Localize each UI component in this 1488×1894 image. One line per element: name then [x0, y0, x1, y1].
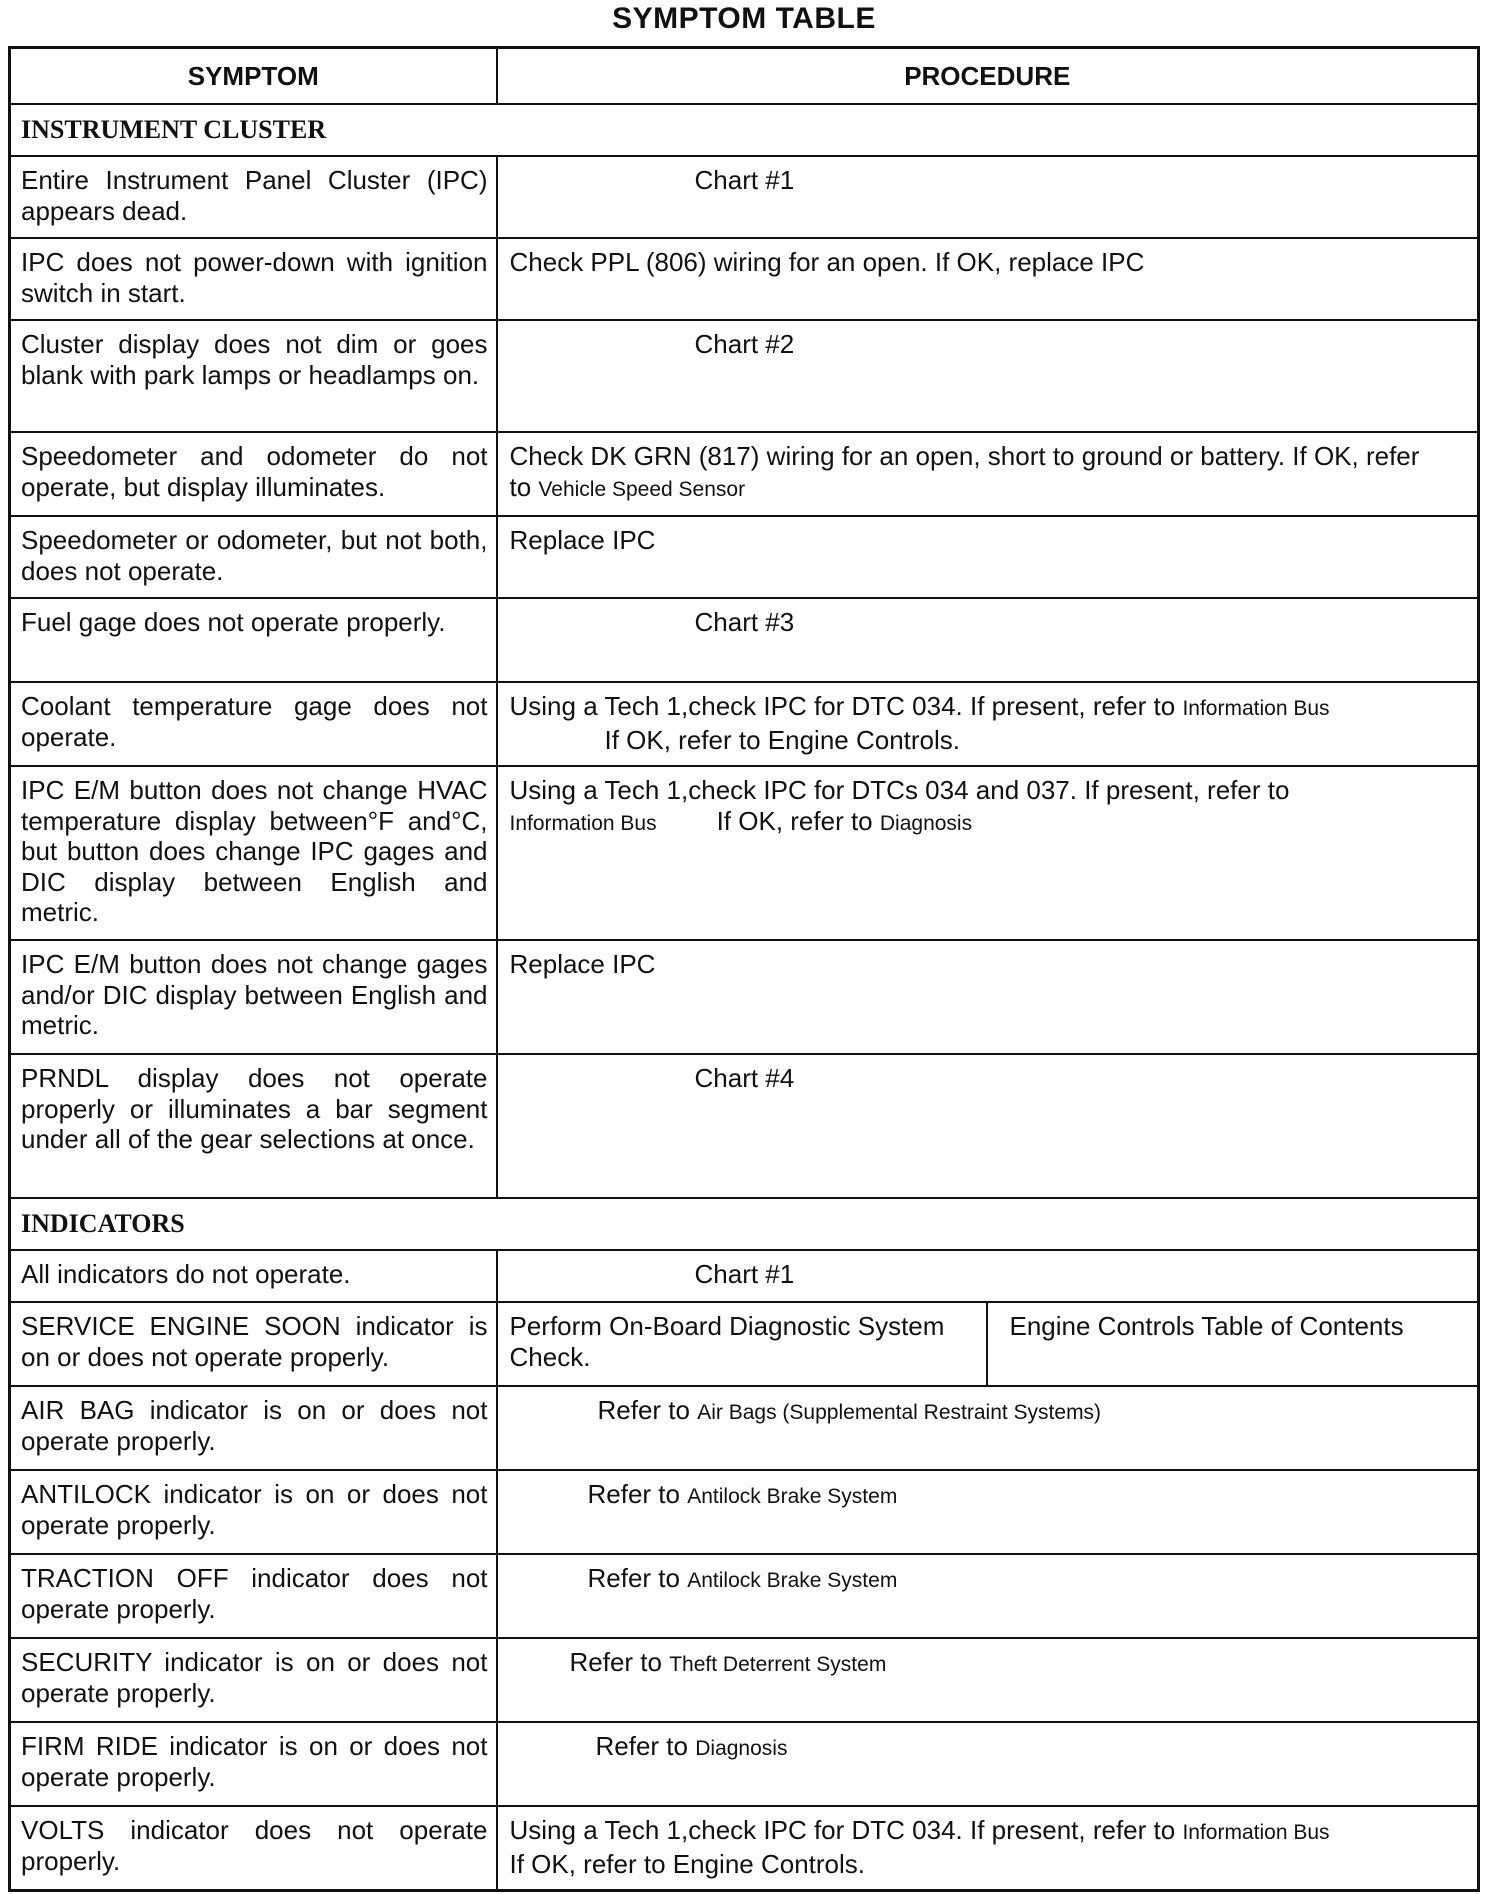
symptom-cell: Cluster display does not dim or goes blank with park lamps or headlamps on.	[10, 320, 497, 432]
symptom-cell: Fuel gage does not operate properly.	[10, 598, 497, 682]
table-row	[10, 156, 1479, 238]
table-row	[10, 1722, 1479, 1806]
table-row	[10, 1054, 1479, 1198]
procedure-text-2: If OK, refer to	[716, 805, 873, 836]
reference-link[interactable]: Antilock Brake System	[687, 1569, 898, 1592]
symptom-cell: FIRM RIDE indicator is on or does not operate properly.	[10, 1722, 497, 1806]
reference-link-2[interactable]: Diagnosis	[879, 811, 973, 835]
chart-link[interactable]: Chart #1	[694, 1259, 795, 1289]
symptom-cell: Speedometer and odometer do not operate, but display illuminates.	[10, 432, 497, 516]
reference-link[interactable]: Vehicle Speed Sensor	[538, 477, 746, 501]
procedure-cell	[497, 1470, 1479, 1554]
reference-link[interactable]: Engine Controls Table of Contents	[1009, 1311, 1404, 1341]
page-title: SYMPTOM TABLE	[612, 2, 876, 35]
procedure-text: Using a Tech 1,check IPC for DTCs 034 and 037. If present, refer to	[509, 775, 1290, 805]
symptom-cell: IPC E/M button does not change gages and/or DIC display between English and metric.	[10, 940, 497, 1054]
symptom-cell: AIR BAG indicator is on or does not operate properly.	[10, 1386, 497, 1470]
reference-link[interactable]: Information Bus	[1182, 697, 1330, 720]
table-row	[10, 766, 1479, 940]
table-row	[10, 682, 1479, 766]
procedure-cell	[497, 1554, 1479, 1638]
symptom-cell: Speedometer or odometer, but not both, does not operate.	[10, 516, 497, 598]
table-row	[10, 940, 1479, 1054]
table-row	[10, 516, 1479, 598]
procedure-cell	[497, 1722, 1479, 1806]
procedure-text: Check DK GRN (817) wiring for an open, short to ground or battery. If OK, refer to	[509, 441, 1420, 502]
table-row	[10, 1302, 1479, 1386]
procedure-text: Refer to	[587, 1479, 680, 1509]
table-row	[10, 598, 1479, 682]
procedure-cell	[497, 682, 1479, 766]
symptom-cell: SECURITY indicator is on or does not operate properly.	[10, 1638, 497, 1722]
reference-link[interactable]: Information Bus	[509, 811, 657, 835]
reference-link[interactable]: Air Bags (Supplemental Restraint Systems)	[697, 1401, 1102, 1424]
chart-link[interactable]: Chart #1	[694, 165, 795, 195]
symptom-cell: All indicators do not operate.	[10, 1250, 497, 1302]
procedure-cell	[497, 1054, 1479, 1198]
procedure-cell	[497, 156, 1479, 238]
procedure-cell: Check PPL (806) wiring for an open. If OK, replace IPC	[497, 238, 1479, 320]
symptom-cell: PRNDL display does not operate properly or illuminates a bar segment under all of the gear selections at once.	[10, 1054, 497, 1198]
section-row	[10, 1198, 1479, 1250]
symptom-cell: Entire Instrument Panel Cluster (IPC) appears dead.	[10, 156, 497, 238]
procedure-text: Using a Tech 1,check IPC for DTC 034. If present, refer to	[509, 691, 1176, 721]
section-row	[10, 104, 1479, 156]
symptom-cell: VOLTS indicator does not operate properly.	[10, 1806, 497, 1890]
table-row	[10, 1554, 1479, 1638]
procedure-cell: Perform On-Board Diagnostic System Check.	[497, 1302, 987, 1386]
table-row	[10, 1470, 1479, 1554]
procedure-text: Using a Tech 1,check IPC for DTC 034. If present, refer to	[509, 1815, 1176, 1845]
procedure-cell	[497, 1250, 1479, 1302]
procedure-cell	[497, 1386, 1479, 1470]
procedure-cell	[497, 1638, 1479, 1722]
procedure-text: Refer to	[597, 1395, 690, 1425]
procedure-cell	[497, 598, 1479, 682]
reference-link[interactable]: Information Bus	[1182, 1821, 1330, 1844]
procedure-text-2: If OK, refer to Engine Controls.	[604, 724, 960, 755]
symptom-cell: Coolant temperature gage does not operate.	[10, 682, 497, 766]
procedure-text: Refer to	[587, 1563, 680, 1593]
table-row	[10, 320, 1479, 432]
table-row	[10, 1386, 1479, 1470]
symptom-table	[8, 46, 1480, 1892]
symptom-cell: IPC E/M button does not change HVAC temperature display between°F and°C, but button does change IPC gages and DIC display between English and metric.	[10, 766, 497, 940]
procedure-cell	[497, 1806, 1479, 1890]
procedure-cell	[497, 320, 1479, 432]
header-procedure: PROCEDURE	[497, 48, 1479, 105]
procedure-text-2: If OK, refer to Engine Controls.	[509, 1848, 865, 1879]
header-symptom: SYMPTOM	[10, 48, 497, 105]
procedure-cell: Replace IPC	[497, 516, 1479, 598]
table-row	[10, 1806, 1479, 1890]
procedure-text: Refer to	[569, 1647, 662, 1677]
procedure-cell: Replace IPC	[497, 940, 1479, 1054]
procedure-text: Refer to	[595, 1731, 688, 1761]
procedure-cell	[497, 766, 1479, 940]
symptom-cell: IPC does not power-down with ignition switch in start.	[10, 238, 497, 320]
chart-link[interactable]: Chart #2	[694, 329, 795, 359]
section-instrument-cluster: INSTRUMENT CLUSTER	[10, 104, 1479, 156]
table-row	[10, 238, 1479, 320]
chart-link[interactable]: Chart #3	[694, 607, 795, 637]
table-row	[10, 432, 1479, 516]
table-row	[10, 1638, 1479, 1722]
section-indicators: INDICATORS	[10, 1198, 1479, 1250]
table-row	[10, 1250, 1479, 1302]
reference-link[interactable]: Antilock Brake System	[687, 1485, 898, 1508]
reference-link[interactable]: Diagnosis	[695, 1737, 788, 1760]
chart-link[interactable]: Chart #4	[694, 1063, 795, 1093]
symptom-cell: TRACTION OFF indicator does not operate properly.	[10, 1554, 497, 1638]
symptom-cell: SERVICE ENGINE SOON indicator is on or does not operate properly.	[10, 1302, 497, 1386]
symptom-cell: ANTILOCK indicator is on or does not operate properly.	[10, 1470, 497, 1554]
procedure-cell	[497, 432, 1479, 516]
procedure-link-cell	[987, 1302, 1479, 1386]
header-row	[10, 48, 1479, 105]
reference-link[interactable]: Theft Deterrent System	[669, 1653, 887, 1676]
